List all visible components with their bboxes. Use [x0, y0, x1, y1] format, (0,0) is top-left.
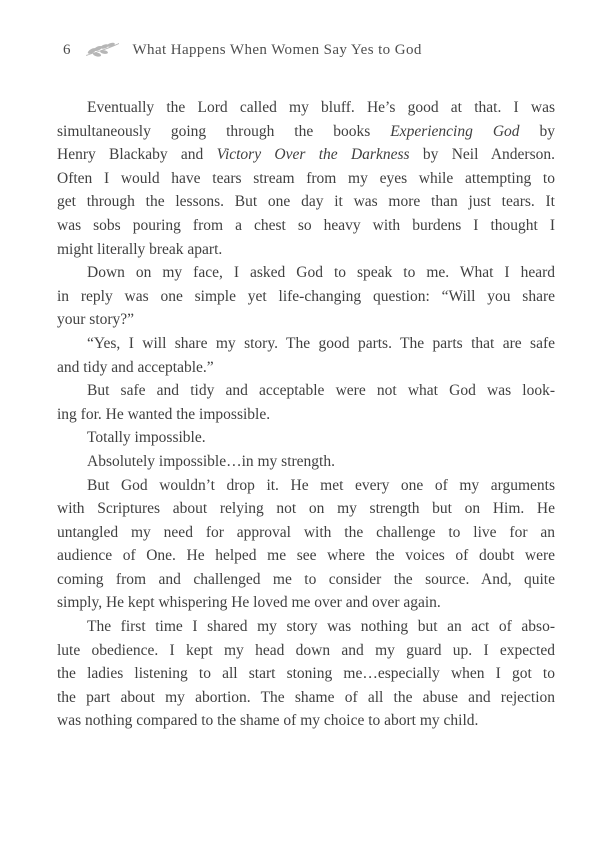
paragraph	[57, 96, 555, 261]
paragraph	[57, 450, 555, 474]
paragraph	[57, 426, 555, 450]
text-line: Henry Blackaby and Victory Over the Darkness by Neil Anderson.	[57, 146, 555, 164]
paragraph	[57, 261, 555, 332]
text-line: simultaneously going through the books Experiencing God by	[57, 122, 556, 140]
text-line: the ladies listening to all start stoning me…especially when I got to	[57, 665, 555, 683]
text-line: simply, He kept whispering He loved me over and over again.	[57, 594, 441, 612]
text-line: untangled my need for approval with the challenge to live for an	[57, 523, 555, 541]
text-line: Eventually the Lord called my bluff. He’s good at that. I was	[87, 99, 555, 116]
text-line: coming from and challenged me to consider the source. And, quite	[57, 570, 555, 588]
paragraph	[57, 474, 555, 616]
text-line: in reply was one simple yet life-changing question: “Will you share	[57, 287, 555, 305]
text-line: was nothing compared to the shame of my choice to abort my child.	[57, 712, 479, 730]
body-text	[57, 96, 555, 733]
text-line: was sobs pouring from a chest so heavy with burdens I thought I	[57, 216, 555, 234]
text-line: and tidy and acceptable.”	[57, 358, 214, 376]
text-line: with Scriptures about relying not on my strength but on Him. He	[57, 500, 555, 518]
paragraph	[57, 332, 555, 379]
text-line: ing for. He wanted the impossible.	[57, 405, 271, 423]
text-line: might literally break apart.	[57, 240, 223, 258]
paragraph	[57, 379, 555, 426]
paragraph	[57, 615, 555, 733]
text-line: Totally impossible.	[87, 429, 206, 447]
text-line: audience of One. He helped me see where the voices of doubt were	[57, 547, 555, 565]
text-line: But safe and tidy and acceptable were not what God was look-	[87, 382, 555, 400]
page-number: 6	[63, 41, 71, 58]
running-header	[63, 40, 422, 60]
text-line: your story?”	[57, 311, 135, 329]
running-head-title: What Happens When Women Say Yes to God	[132, 41, 422, 58]
text-line: the part about my abortion. The shame of all the abuse and rejection	[57, 688, 555, 706]
text-line: The first time I shared my story was nothing but an act of abso-	[87, 618, 555, 636]
text-line: Down on my face, I asked God to speak to me. What I heard	[87, 264, 555, 282]
leaf-branch-icon	[83, 40, 121, 60]
text-line: get through the lessons. But one day it was more than just tears. It	[57, 193, 555, 211]
text-line: lute obedience. I kept my head down and my guard up. I expected	[57, 641, 555, 659]
text-line: Absolutely impossible…in my strength.	[87, 452, 335, 470]
text-line: But God wouldn’t drop it. He met every one of my arguments	[87, 476, 555, 494]
text-line: “Yes, I will share my story. The good parts. The parts that are safe	[87, 334, 555, 352]
text-line: Often I would have tears stream from my eyes while attempting to	[57, 169, 555, 187]
